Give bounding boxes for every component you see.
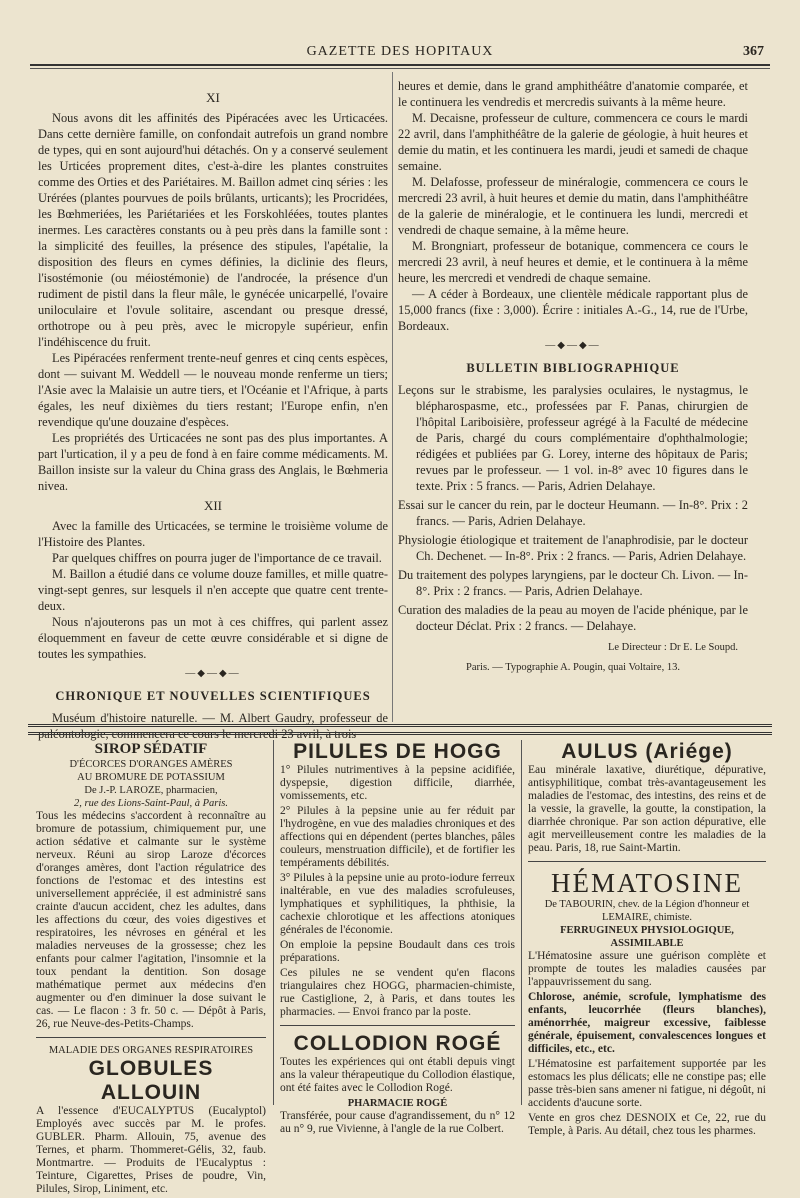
bibliography-item: Leçons sur le strabisme, les paralysies oculaires, le nystagmus, le blépharospasme, etc., professées par F. Panas, chirurgien de l'hôpital Lariboisière, professeur agrégé à la Faculté de médecine de Paris, chargé du cours complémentaire d'ophthalmologie; rédigées et publiées par G. Lorey, interne des hôpitaux de Paris; revues par le professeur. — 1 vol. in-8° avec 10 figures dans le texte. Prix : 5 francs. — Paris, Adrien Delahaye. xyxy=(398,383,748,493)
sirop-body: Tous les médecins s'accordent à reconnaître au bromure de potassium, chimiquement pur, une action sédative et calmante sur le système nerveux. Réuni au sirop Laroze d'écorces d'oranges amères, dont l'action régulatrice des fonctions de l'estomac et des intestins est universellement appréciée, il est administré sans crainte d'aucun accident, chez les adultes, dans les affections du cœur, des voies digestives et respiratoires, les névroses en général et les maladies nerveuses de la grossesse; chez les enfants pour calmer l'agitation, l'insomnie et la toux pendant la dentition. Son dosage mathématique permet aux médecins d'en augmenter ou d'en diminuer la dose suivant le cas. — Le flacon : 3 fr. 50 c. — Dépôt à Paris, 26, rue Neuve-des-Petits-Champs. xyxy=(36,810,266,1030)
sirop-maker: De J.-P. LAROZE, pharmacien, xyxy=(84,785,218,796)
right-column xyxy=(398,78,748,680)
bibliography-item: Essai sur le cancer du rein, par le docteur Heumann. — In-8°. Prix : 2 francs. — Paris, Adrien Delahaye. xyxy=(398,498,748,528)
page-number: 367 xyxy=(743,44,764,59)
director-line: Le Directeur : Dr E. Le Soupd. xyxy=(607,642,738,653)
sirop-subtitle: AU BROMURE DE POTASSIUM xyxy=(77,772,225,783)
ad-column-left xyxy=(36,740,266,1198)
paragraph: heures et demie, dans le grand amphithéâtre d'anatomie comparée, et le continuera les vendredis et mercredis suivants à la même heure. xyxy=(398,79,748,109)
hematosine-maker: De TABOURIN, chev. de la Légion d'honneur et LEMAIRE, chimiste. xyxy=(544,899,750,923)
bibliography-item: Du traitement des polypes laryngiens, par le docteur Ch. Livon. — In-8°. Prix : 2 francs. — Paris, Adrien Delahaye. xyxy=(398,568,748,598)
page-title: GAZETTE DES HOPITAUX xyxy=(306,44,494,59)
aulus-title: AULUS (Ariége) xyxy=(561,740,733,763)
paragraph: Nous avons dit les affinités des Pipéracées avec les Urticacées. Dans cette dernière famille, on confondait autrefois un grand nombre de types, qui en sont aujourd'hui détachés. On y a conservé seulement les Urticées proprement dites, c'est-à-dire les plantes construites comme des Orties et des Pariétaires. M. Baillon admet cinq séries : les Urérées (plantes pourvues de poils brûlants, urticants); les Procridées, les Bœhmeriées, les Pariétariées et les Forskohléées, toutes plantes inermes. Les caractères constants ou à peu près dans la famille sont : la simplicité des feuilles, la présence des stipules, l'apétalie, la disposition des fleurs en cymes définies, la diclinie des fleurs, l'isostémonie (ou méiostémonie) de l'androcée, la présence d'un rudiment de pistil dans la fleur mâle, le gynécée unicarpellé, l'ovaire uniloculaire et l'ovule solitaire, ascendant ou presque dressé, orthotrope ou à peu près, avec le micropyle supérieur, enfin l'indéhiscence du fruit. xyxy=(38,111,388,349)
paragraph: Muséum d'histoire naturelle. — M. Albert Gaudry, professeur de paléontologie, commencera ce cours le mercredi 23 avril, à trois xyxy=(38,711,388,741)
ad-divider xyxy=(521,740,522,1105)
collodion-transfer: Transférée, pour cause d'agrandissement, du n° 12 au n° 9, rue Vivienne, à l'angle de la rue Colbert. xyxy=(280,1110,515,1135)
header-rule-thin xyxy=(30,68,770,69)
hogg-title: PILULES DE HOGG xyxy=(293,740,502,763)
bibliography-item: Physiologie étiologique et traitement de l'anaphrodisie, par le docteur Ch. Dechenet. — In-8°. Prix : 2 francs. — Paris, Adrien Delahaye. xyxy=(398,533,748,563)
paragraph: — A céder à Bordeaux, une clientèle médicale rapportant plus de 15,000 francs (fixe : 3,000). Écrire : initiales A.-G., 14, rue de l'Urbe, Bordeaux. xyxy=(398,287,748,333)
running-head xyxy=(30,44,770,64)
paragraph: Par quelques chiffres on pourra juger de l'importance de ce travail. xyxy=(52,551,382,565)
section-number-xi: XI xyxy=(206,90,220,105)
collodion-body: Toutes les expériences qui ont établi depuis vingt ans la valeur thérapeutique du Collodion élastique, ont été faites avec le Collodion Rogé. xyxy=(280,1056,515,1094)
ad-divider xyxy=(273,740,274,1105)
hematosine-body: Vente en gros chez DESNOIX et Ce, 22, rue du Temple, à Paris. Au détail, chez tous les pharmes. xyxy=(528,1112,766,1137)
ornament-divider: —◆—◆— xyxy=(545,340,601,351)
bibliography-item: Curation des maladies de la peau au moyen de l'acide phénique, par le docteur Déclat. Prix : 2 francs. — Delahaye. xyxy=(398,603,748,633)
paragraph: Les Pipéracées renferment trente-neuf genres et cinq cents espèces, dont — suivant M. Weddell — le nouveau monde renferme un tiers; l'Asie avec la Malaisie un autre tiers, et l'Océanie et l'Afrique, à parts égales, les neuf dixièmes du tiers restant; l'Europe enfin, n'en revendique qu'une douzaine d'espèces. xyxy=(38,351,388,429)
ads-rule xyxy=(28,724,772,727)
hogg-item: 1° Pilules nutrimentives à la pepsine acidifiée, dyspepsie, digestion difficile, diarrhée, vomissements, etc. xyxy=(280,764,515,802)
hematosine-body: L'Hématosine assure une guérison complète et prompte de toutes les maladies causées par l'appauvrissement du sang. xyxy=(528,950,766,988)
alloin-title: GLOBULES ALLOUIN xyxy=(88,1057,214,1104)
hogg-item: On emploie la pepsine Boudault dans ces trois préparations. xyxy=(280,939,515,964)
alloin-kicker: MALADIE DES ORGANES RESPIRATOIRES xyxy=(48,1045,254,1056)
chronique-heading: CHRONIQUE ET NOUVELLES SCIENTIFIQUES xyxy=(55,689,371,703)
section-number-xii: XII xyxy=(203,498,223,513)
paragraph: M. Brongniart, professeur de botanique, commencera ce cours le mercredi 23 avril, à neuf heures et demie, et le continuera à la même heure, les mercredi et vendredi de chaque semaine. xyxy=(398,239,748,285)
ornament-divider: —◆—◆— xyxy=(185,668,241,679)
paragraph: M. Decaisne, professeur de culture, commencera ce cours le mardi 22 avril, dans l'amphithéâtre de la galerie de géologie, à huit heures et demie du matin, et les continuera les mardi, jeudi et samedi de chaque semaine. xyxy=(398,111,748,173)
sirop-address: 2, rue des Lions-Saint-Paul, à Paris. xyxy=(74,798,228,809)
aulus-body: Eau minérale laxative, diurétique, dépurative, antisyphilitique, combat très-avantageusement les maladies de l'estomac, des intestins, des reins et de la vessie, la gravelle, la goutte, la constipation, la diarrhée chronique. Par son action dépurative, elle agit merveilleusement contre les maladies de la peau. Paris, 18, rue Saint-Martin. xyxy=(528,764,766,854)
column-divider xyxy=(392,72,393,722)
hogg-item: Ces pilules ne se vendent qu'en flacons triangulaires chez HOGG, pharmacien-chimiste, rue Castiglione, 2, à Paris, et dans toutes les pharmacies. — Envoi franco par la poste. xyxy=(280,967,515,1018)
hogg-item: 2° Pilules à la pepsine unie au fer réduit par l'hydrogène, en vue des maladies chroniques et des affections qui en dépendent (pertes blanches, pâles couleurs, menstruation difficile), et de fortifier les tempéraments débilités. xyxy=(280,805,515,869)
ad-rule xyxy=(280,1025,515,1026)
header-rule xyxy=(30,64,770,66)
ad-column-right xyxy=(528,740,766,1140)
paragraph: Avec la famille des Urticacées, se termine le troisième volume de l'Histoire des Plantes. xyxy=(38,519,388,549)
paragraph: M. Delafosse, professeur de minéralogie, commencera ce cours le mercredi 23 avril, à huit heures et demie du matin, dans l'amphithéâtre de la galerie de minéralogie, et le continuera les lundi, mercredi et vendredi de chaque semaine, à la même heure. xyxy=(398,175,748,237)
alloin-body: A l'essence d'EUCALYPTUS (Eucalyptol) Employés avec succès par M. le profes. GUBLER. Pharm. Allouin, 75, avenue des Ternes, et pharm. Thommeret-Gélis, 32, faub. Montmartre. — Produits de l'Eucalyptus : Teinture, Cigarettes, Prises de poudre, Vin, Pilules, Sirop, Liniment, etc. xyxy=(36,1105,266,1195)
printer-line: Paris. — Typographie A. Pougin, quai Voltaire, 13. xyxy=(466,662,680,673)
paragraph: Les propriétés des Urticacées ne sont pas des plus importantes. A part l'urtication, il y a peu de fond à en faire comme médicaments. M. Baillon insiste sur la valeur du China grass des Anglais, le Bœhmeria nivea. xyxy=(38,431,388,493)
hematosine-body: L'Hématosine est parfaitement supportée par les estomacs les plus délicats; elle ne constipe pas; elle passe très-bien sans amener ni fatigue, ni dégoût, ni accidents d'aucune sorte. xyxy=(528,1058,766,1109)
ad-rule xyxy=(528,861,766,862)
ad-column-middle xyxy=(280,740,515,1138)
paragraph: Nous n'ajouterons pas un mot à ces chiffres, qui parlent assez éloquemment en faveur de cette œuvre considérable et si digne de toutes les sympathies. xyxy=(38,615,388,661)
collodion-pharmacie: PHARMACIE ROGÉ xyxy=(347,1098,448,1109)
sirop-subtitle: D'ÉCORCES D'ORANGES AMÈRES xyxy=(69,759,233,770)
hematosine-kicker: FERRUGINEUX PHYSIOLOGIQUE, ASSIMILABLE xyxy=(560,925,734,949)
hematosine-body: Chlorose, anémie, scrofule, lymphatisme des enfants, leucorrhée (fleurs blanches), aménorrhée, maigreur excessive, faiblesse générale, épuisement, convalescences longues et difficiles, etc., etc. xyxy=(528,991,766,1055)
ad-rule xyxy=(36,1037,266,1038)
collodion-title: COLLODION ROGÉ xyxy=(293,1032,502,1055)
hogg-item: 3° Pilules à la pepsine unie au proto-iodure ferreux inaltérable, en vue des maladies scrofuleuses, lymphatiques et syphilitiques, la phthisie, la cachexie chlorotique et les affections atoniques générales de l'économie. xyxy=(280,872,515,936)
sirop-title: SIROP SÉDATIF xyxy=(94,741,208,757)
bulletin-heading: BULLETIN BIBLIOGRAPHIQUE xyxy=(466,361,680,375)
hematosine-title: HÉMATOSINE xyxy=(550,868,743,898)
left-column xyxy=(38,90,388,742)
ads-rule xyxy=(28,732,772,735)
paragraph: M. Baillon a étudié dans ce volume douze familles, et mille quatre-vingt-sept genres, sur lesquels il n'en accepte que quatre cent trente-deux. xyxy=(38,567,388,613)
